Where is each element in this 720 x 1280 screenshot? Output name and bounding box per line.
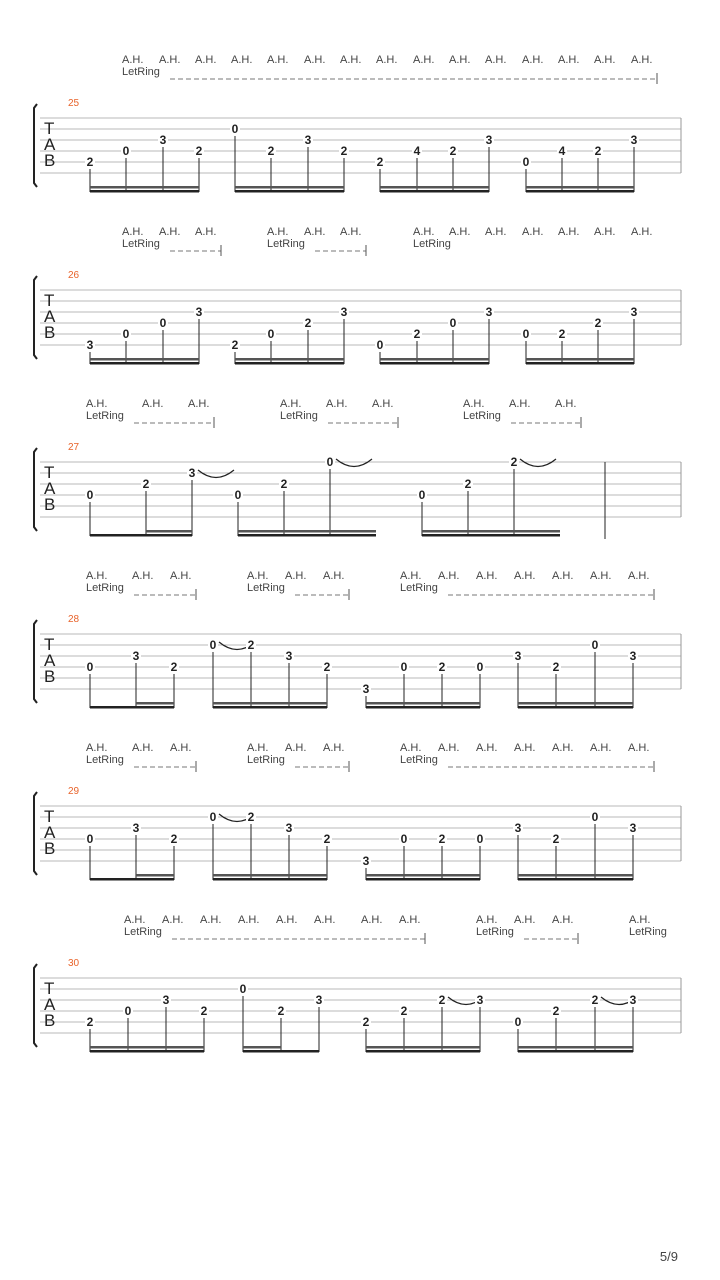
let-ring-label: LetRing xyxy=(247,582,285,594)
beam-primary xyxy=(238,534,376,537)
beam-secondary xyxy=(213,702,327,705)
let-ring-label: LetRing xyxy=(476,926,514,938)
beam-primary xyxy=(90,534,192,537)
fret-number: 3 xyxy=(514,649,522,663)
fret-number: 0 xyxy=(234,488,242,502)
measure-number: 25 xyxy=(68,98,80,109)
fret-number: 2 xyxy=(591,993,599,1007)
fret-number: 3 xyxy=(132,821,140,835)
let-ring-label: LetRing xyxy=(400,582,438,594)
let-ring-label: LetRing xyxy=(122,66,160,78)
harmonic-label: A.H. xyxy=(514,742,536,754)
harmonic-label: A.H. xyxy=(188,398,210,410)
harmonic-label: A.H. xyxy=(247,742,269,754)
fret-number: 2 xyxy=(510,455,518,469)
fret-number: 2 xyxy=(438,660,446,674)
harmonic-label: A.H. xyxy=(552,570,574,582)
system-bracket xyxy=(34,792,37,875)
fret-number: 3 xyxy=(285,821,293,835)
fret-number: 3 xyxy=(195,305,203,319)
fret-number: 3 xyxy=(132,649,140,663)
harmonic-label: A.H. xyxy=(631,226,653,238)
fret-number: 2 xyxy=(558,327,566,341)
beam-secondary xyxy=(235,186,344,189)
fret-number: 2 xyxy=(247,638,255,652)
harmonic-label: A.H. xyxy=(628,742,650,754)
measure-number: 29 xyxy=(68,786,80,797)
fret-number: 2 xyxy=(231,338,239,352)
fret-number: 2 xyxy=(280,477,288,491)
beam-secondary xyxy=(526,358,634,361)
beam-primary xyxy=(213,706,327,709)
fret-number: 2 xyxy=(438,993,446,1007)
fret-number: 0 xyxy=(86,488,94,502)
harmonic-label: A.H. xyxy=(142,398,164,410)
fret-number: 3 xyxy=(162,993,170,1007)
let-ring-label: LetRing xyxy=(413,238,451,250)
fret-number: 3 xyxy=(285,649,293,663)
harmonic-label: A.H. xyxy=(590,570,612,582)
tab-clef-letter: A xyxy=(44,995,56,1014)
let-ring-label: LetRing xyxy=(247,754,285,766)
beam-secondary xyxy=(136,702,174,705)
harmonic-label: A.H. xyxy=(628,570,650,582)
harmonic-label: A.H. xyxy=(449,226,471,238)
beam-primary xyxy=(90,878,174,881)
harmonic-label: A.H. xyxy=(159,54,181,66)
harmonic-label: A.H. xyxy=(238,914,260,926)
beam-secondary xyxy=(243,1046,281,1049)
harmonic-label: A.H. xyxy=(200,914,222,926)
harmonic-label: A.H. xyxy=(438,742,460,754)
harmonic-label: A.H. xyxy=(485,54,507,66)
system-bracket xyxy=(34,964,37,1047)
beam-primary xyxy=(518,878,633,881)
tab-clef-letter: T xyxy=(44,291,55,310)
fret-number: 3 xyxy=(86,338,94,352)
fret-number: 2 xyxy=(552,1004,560,1018)
harmonic-label: A.H. xyxy=(340,226,362,238)
fret-number: 2 xyxy=(400,1004,408,1018)
tab-clef-letter: B xyxy=(44,495,56,514)
beam-primary xyxy=(90,1050,204,1053)
harmonic-label: A.H. xyxy=(631,54,653,66)
harmonic-label: A.H. xyxy=(514,570,536,582)
fret-number: 0 xyxy=(522,327,530,341)
fret-number: 0 xyxy=(326,455,334,469)
fret-number: 2 xyxy=(170,832,178,846)
harmonic-label: A.H. xyxy=(449,54,471,66)
harmonic-label: A.H. xyxy=(162,914,184,926)
tab-clef-letter: A xyxy=(44,823,56,842)
fret-number: 0 xyxy=(400,832,408,846)
tab-clef-letter: T xyxy=(44,979,55,998)
fret-number: 2 xyxy=(376,155,384,169)
staff-system xyxy=(34,54,681,193)
beam-primary xyxy=(90,362,199,365)
beam-secondary xyxy=(136,874,174,877)
harmonic-label: A.H. xyxy=(552,742,574,754)
harmonic-label: A.H. xyxy=(594,226,616,238)
fret-number: 0 xyxy=(522,155,530,169)
fret-number: 0 xyxy=(86,832,94,846)
harmonic-label: A.H. xyxy=(124,914,146,926)
fret-number: 0 xyxy=(376,338,384,352)
harmonic-label: A.H. xyxy=(476,570,498,582)
harmonic-label: A.H. xyxy=(399,914,421,926)
fret-number: 2 xyxy=(86,155,94,169)
beam-primary xyxy=(366,1050,480,1053)
harmonic-label: A.H. xyxy=(195,226,217,238)
beam-secondary xyxy=(213,874,327,877)
harmonic-label: A.H. xyxy=(400,570,422,582)
let-ring-label: LetRing xyxy=(122,238,160,250)
fret-number: 2 xyxy=(594,316,602,330)
fret-number: 3 xyxy=(485,133,493,147)
tab-clef-letter: B xyxy=(44,839,56,858)
fret-number: 3 xyxy=(485,305,493,319)
let-ring-label: LetRing xyxy=(463,410,501,422)
beam-secondary xyxy=(238,530,376,533)
harmonic-label: A.H. xyxy=(476,742,498,754)
tab-clef-letter: T xyxy=(44,119,55,138)
harmonic-label: A.H. xyxy=(86,398,108,410)
harmonic-label: A.H. xyxy=(463,398,485,410)
fret-number: 3 xyxy=(630,133,638,147)
fret-number: 2 xyxy=(304,316,312,330)
fret-number: 2 xyxy=(200,1004,208,1018)
harmonic-label: A.H. xyxy=(267,54,289,66)
beam-secondary xyxy=(518,702,633,705)
harmonic-label: A.H. xyxy=(304,54,326,66)
harmonic-label: A.H. xyxy=(285,742,307,754)
page-number: 5/9 xyxy=(659,1249,678,1264)
let-ring-label: LetRing xyxy=(267,238,305,250)
beam-primary xyxy=(243,1050,319,1053)
beam-secondary xyxy=(146,530,192,533)
fret-number: 0 xyxy=(231,122,239,136)
beam-secondary xyxy=(366,1046,480,1049)
beam-primary xyxy=(366,706,480,709)
fret-number: 2 xyxy=(362,1015,370,1029)
harmonic-label: A.H. xyxy=(552,914,574,926)
fret-number: 0 xyxy=(86,660,94,674)
beam-primary xyxy=(526,190,634,193)
beam-primary xyxy=(518,706,633,709)
harmonic-label: A.H. xyxy=(558,54,580,66)
fret-number: 2 xyxy=(195,144,203,158)
harmonic-label: A.H. xyxy=(122,54,144,66)
fret-number: 3 xyxy=(340,305,348,319)
harmonic-label: A.H. xyxy=(159,226,181,238)
fret-number: 3 xyxy=(629,649,637,663)
let-ring-label: LetRing xyxy=(124,926,162,938)
harmonic-label: A.H. xyxy=(413,226,435,238)
beam-secondary xyxy=(90,1046,204,1049)
tie-arc xyxy=(198,470,234,478)
fret-number: 2 xyxy=(277,1004,285,1018)
harmonic-label: A.H. xyxy=(323,570,345,582)
tab-clef-letter: T xyxy=(44,807,55,826)
fret-number: 2 xyxy=(267,144,275,158)
let-ring-label: LetRing xyxy=(400,754,438,766)
harmonic-label: A.H. xyxy=(629,914,651,926)
let-ring-label: LetRing xyxy=(629,926,667,938)
harmonic-label: A.H. xyxy=(231,54,253,66)
harmonic-label: A.H. xyxy=(485,226,507,238)
fret-number: 4 xyxy=(413,144,421,158)
system-bracket xyxy=(34,276,37,359)
fret-number: 2 xyxy=(323,660,331,674)
harmonic-label: A.H. xyxy=(195,54,217,66)
fret-number: 0 xyxy=(449,316,457,330)
tab-clef-letter: B xyxy=(44,151,56,170)
fret-number: 2 xyxy=(438,832,446,846)
let-ring-label: LetRing xyxy=(280,410,318,422)
tab-clef-letter: T xyxy=(44,463,55,482)
fret-number: 2 xyxy=(552,660,560,674)
fret-number: 3 xyxy=(629,821,637,835)
beam-secondary xyxy=(518,1046,633,1049)
beam-primary xyxy=(380,190,489,193)
fret-number: 0 xyxy=(267,327,275,341)
fret-number: 3 xyxy=(188,466,196,480)
harmonic-label: A.H. xyxy=(522,226,544,238)
system-bracket xyxy=(34,620,37,703)
tab-clef-letter: B xyxy=(44,667,56,686)
fret-number: 0 xyxy=(591,638,599,652)
beam-primary xyxy=(526,362,634,365)
harmonic-label: A.H. xyxy=(280,398,302,410)
let-ring-label: LetRing xyxy=(86,410,124,422)
staff-system xyxy=(34,570,681,709)
beam-primary xyxy=(235,190,344,193)
tie-arc xyxy=(520,459,556,467)
beam-secondary xyxy=(422,530,560,533)
fret-number: 2 xyxy=(340,144,348,158)
harmonic-label: A.H. xyxy=(340,54,362,66)
fret-number: 0 xyxy=(209,810,217,824)
harmonic-label: A.H. xyxy=(413,54,435,66)
harmonic-label: A.H. xyxy=(304,226,326,238)
system-bracket xyxy=(34,104,37,187)
tab-clef-letter: T xyxy=(44,635,55,654)
fret-number: 0 xyxy=(209,638,217,652)
fret-number: 2 xyxy=(594,144,602,158)
fret-number: 0 xyxy=(122,144,130,158)
beam-primary xyxy=(366,878,480,881)
harmonic-label: A.H. xyxy=(594,54,616,66)
staff-system xyxy=(34,398,681,539)
beam-secondary xyxy=(90,186,199,189)
measure-number: 27 xyxy=(68,442,80,453)
harmonic-label: A.H. xyxy=(86,742,108,754)
beam-primary xyxy=(422,534,560,537)
fret-number: 3 xyxy=(315,993,323,1007)
tab-clef-letter: A xyxy=(44,307,56,326)
fret-number: 2 xyxy=(413,327,421,341)
fret-number: 2 xyxy=(142,477,150,491)
fret-number: 0 xyxy=(239,982,247,996)
measure-number: 28 xyxy=(68,614,80,625)
fret-number: 0 xyxy=(122,327,130,341)
beam-secondary xyxy=(526,186,634,189)
fret-number: 2 xyxy=(170,660,178,674)
harmonic-label: A.H. xyxy=(522,54,544,66)
harmonic-label: A.H. xyxy=(438,570,460,582)
beam-secondary xyxy=(380,358,489,361)
harmonic-label: A.H. xyxy=(285,570,307,582)
fret-number: 2 xyxy=(247,810,255,824)
fret-number: 3 xyxy=(159,133,167,147)
harmonic-label: A.H. xyxy=(132,742,154,754)
fret-number: 3 xyxy=(304,133,312,147)
measure-number: 26 xyxy=(68,270,80,281)
fret-number: 0 xyxy=(159,316,167,330)
beam-primary xyxy=(380,362,489,365)
beam-primary xyxy=(90,190,199,193)
harmonic-label: A.H. xyxy=(276,914,298,926)
harmonic-label: A.H. xyxy=(514,914,536,926)
tab-clef-letter: B xyxy=(44,1011,56,1030)
harmonic-label: A.H. xyxy=(86,570,108,582)
harmonic-label: A.H. xyxy=(476,914,498,926)
fret-number: 0 xyxy=(591,810,599,824)
harmonic-label: A.H. xyxy=(558,226,580,238)
fret-number: 0 xyxy=(476,660,484,674)
harmonic-label: A.H. xyxy=(247,570,269,582)
staff-system xyxy=(34,742,681,881)
tie-arc xyxy=(336,459,372,467)
fret-number: 0 xyxy=(418,488,426,502)
harmonic-label: A.H. xyxy=(132,570,154,582)
fret-number: 3 xyxy=(362,854,370,868)
let-ring-label: LetRing xyxy=(86,754,124,766)
system-bracket xyxy=(34,448,37,531)
beam-secondary xyxy=(518,874,633,877)
beam-primary xyxy=(518,1050,633,1053)
harmonic-label: A.H. xyxy=(361,914,383,926)
tab-clef-letter: A xyxy=(44,135,56,154)
beam-primary xyxy=(235,362,344,365)
harmonic-label: A.H. xyxy=(267,226,289,238)
beam-primary xyxy=(90,706,174,709)
beam-secondary xyxy=(380,186,489,189)
fret-number: 2 xyxy=(464,477,472,491)
beam-secondary xyxy=(235,358,344,361)
harmonic-label: A.H. xyxy=(590,742,612,754)
measure-number: 30 xyxy=(68,958,80,969)
staff-system xyxy=(34,226,681,365)
fret-number: 3 xyxy=(362,682,370,696)
harmonic-label: A.H. xyxy=(122,226,144,238)
harmonic-label: A.H. xyxy=(314,914,336,926)
harmonic-label: A.H. xyxy=(509,398,531,410)
fret-number: 4 xyxy=(558,144,566,158)
harmonic-label: A.H. xyxy=(170,742,192,754)
staff-system xyxy=(34,914,681,1053)
harmonic-label: A.H. xyxy=(400,742,422,754)
tab-clef-letter: A xyxy=(44,479,56,498)
harmonic-label: A.H. xyxy=(555,398,577,410)
let-ring-label: LetRing xyxy=(86,582,124,594)
fret-number: 3 xyxy=(630,305,638,319)
fret-number: 2 xyxy=(86,1015,94,1029)
harmonic-label: A.H. xyxy=(372,398,394,410)
harmonic-label: A.H. xyxy=(376,54,398,66)
fret-number: 0 xyxy=(400,660,408,674)
fret-number: 2 xyxy=(449,144,457,158)
harmonic-label: A.H. xyxy=(323,742,345,754)
beam-secondary xyxy=(366,874,480,877)
fret-number: 0 xyxy=(476,832,484,846)
harmonic-label: A.H. xyxy=(170,570,192,582)
harmonic-label: A.H. xyxy=(326,398,348,410)
beam-secondary xyxy=(90,358,199,361)
fret-number: 2 xyxy=(552,832,560,846)
tab-clef-letter: A xyxy=(44,651,56,670)
fret-number: 0 xyxy=(514,1015,522,1029)
fret-number: 3 xyxy=(629,993,637,1007)
fret-number: 2 xyxy=(323,832,331,846)
beam-secondary xyxy=(366,702,480,705)
beam-primary xyxy=(213,878,327,881)
tab-clef-letter: B xyxy=(44,323,56,342)
fret-number: 3 xyxy=(514,821,522,835)
fret-number: 3 xyxy=(476,993,484,1007)
fret-number: 0 xyxy=(124,1004,132,1018)
